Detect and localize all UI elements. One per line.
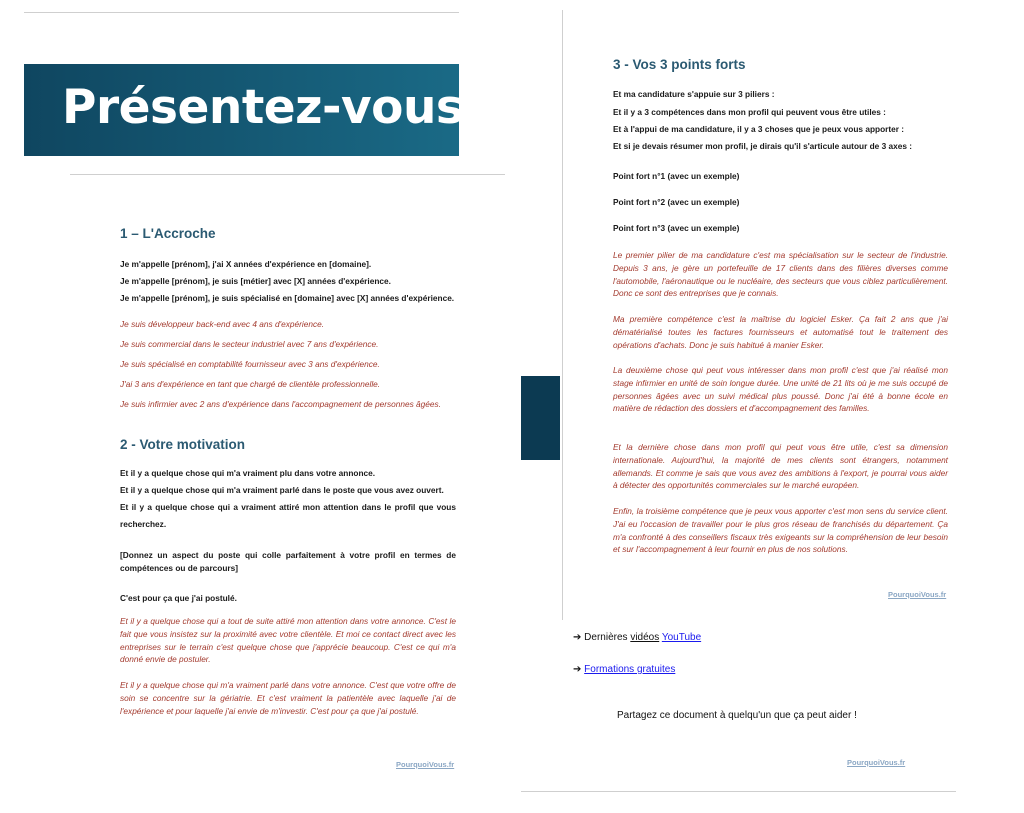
footer-link[interactable]: PourquoiVous.fr [396,760,455,769]
page1-top-rule [24,12,459,13]
section1-heading: 1 – L'Accroche [120,226,216,241]
section2-templates: Et il y a quelque chose qui m'a vraiment plu dans votre annonce. Et il y a quelque chose qui m'a vraiment parlé dans le poste que vous avez ouvert. Et il y a quelque chose qui a vraiment attiré mon attention dans le profil que vous recherchez. [120,468,456,529]
section1-template: Je m'appelle [prénom], je suis [métier] avec [X] années d'expérience. [120,276,391,286]
page-title: Présentez-vous [62,80,464,135]
arrow-right-icon: ➔ [573,664,582,675]
youtube-link[interactable]: YouTube [661,632,702,643]
strength-point: Point fort n°3 (avec un exemple) [613,223,740,233]
section3-intro-line: Et il y a 3 compétences dans mon profil qui peuvent vous être utiles : [613,107,886,117]
page2-bottom-rule [521,791,956,792]
videos-link-row [573,632,701,643]
section3-heading: 3 - Vos 3 points forts [613,57,746,72]
section1-template: Je m'appelle [prénom], je suis spécialisé en [domaine] avec [X] années d'expérience. [120,293,455,303]
section3-example: Enfin, la troisième compétence que je peux vous apporter c'est mon sens du service client. J'ai eu l'occasion de travailler pour le plus gros réseau de franchisés du département. Ça m'a confronté à des conseillers fiscaux très exigeants sur la compréhension de leur besoin et sur l'accompagnement à leur fournir en plus de nos solutions. [613,506,948,555]
strength-point: Point fort n°1 (avec un exemple) [613,171,740,181]
videos-prefix: Dernières [584,632,628,643]
page-separator [562,10,563,620]
section1-example: J'ai 3 ans d'expérience en tant que chargé de clientèle professionnelle. [120,379,381,389]
formations-link[interactable]: Formations gratuites [584,664,676,675]
videos-word: vidéos [630,632,660,643]
footer-link[interactable]: PourquoiVous.fr [847,758,906,767]
title-banner [24,64,464,156]
section3-example: Et la dernière chose dans mon profil qui peut vous être utile, c'est sa dimension internationale. Aujourd'hui, la majorité de mes clients sont étrangers, notamment allemands. Et comme je sais que vous avez des ambitions à l'export, je pourrai vous aider à détecter des opportunités commerciales sur le marché européen. [613,442,948,491]
section2-closing: C'est pour ça que j'ai postulé. [120,593,237,603]
section2-example: Et il y a quelque chose qui a tout de suite attiré mon attention dans votre annonce. C'est le fait que vous insistez sur la proximité avec votre clientèle. Et moi ce contact direct avec les entreprises sur le terrain c'est quelque chose que j'apprécie beaucoup. C'est ce qui m'a donné envie de postuler. [120,616,456,665]
section2-bracket-text: [Donnez un aspect du poste qui colle parfaitement à votre profil en termes de compétences ou de parcours] [120,550,456,573]
section1-example: Je suis commercial dans le secteur industriel avec 7 ans d'expérience. [120,339,379,349]
section3-example: Le premier pilier de ma candidature c'est ma spécialisation sur le secteur de l'industrie. Depuis 3 ans, je gère un portefeuille de 17 clients dans des filières diverses comme l'automobile, l'aéronautique ou le nucléaire, des secteurs que vous ciblez particulièrement. Donc ce sont des entreprises que je connais. [613,250,948,299]
page1-divider [70,174,505,175]
share-text: Partagez ce document à quelqu'un que ça peut aider ! [617,710,857,721]
strength-point: Point fort n°2 (avec un exemple) [613,197,740,207]
section1-example: Je suis infirmier avec 2 ans d'expérience dans l'accompagnement de personnes âgées. [120,399,441,409]
section2-example: Et il y a quelque chose qui m'a vraiment parlé dans votre annonce. C'est que votre offre de soin se concentre sur la gériatrie. Et c'est vraiment la patientèle avec laquelle j'ai de l'expérience et pour laquelle j'ai envie de m'investir. C'est pour ça que j'ai postulé. [120,680,456,716]
arrow-right-icon: ➔ [573,632,582,643]
section3-example: Ma première compétence c'est la maîtrise du logiciel Esker. Ça fait 2 ans que j'ai dématérialisé toutes les factures fournisseurs et automatisé tout le traitement des opérations d'achats. Donc je suis habitué à manier Esker. [613,314,948,350]
section3-intro-line: Et si je devais résumer mon profil, je dirais qu'il s'articule autour de 3 axes : [613,141,913,151]
section1-template: Je m'appelle [prénom], j'ai X années d'expérience en [domaine]. [120,259,372,269]
section3-intro-line: Et ma candidature s'appuie sur 3 piliers : [613,89,775,99]
formations-link-row [573,664,675,675]
page-edge-tab [521,376,560,460]
footer-link[interactable]: PourquoiVous.fr [888,590,947,599]
section1-example: Je suis développeur back-end avec 4 ans d'expérience. [120,319,325,329]
section3-intro-line: Et à l'appui de ma candidature, il y a 3 choses que je peux vous apporter : [613,124,905,134]
section2-heading: 2 - Votre motivation [120,437,246,452]
section1-example: Je suis spécialisé en comptabilité fournisseur avec 3 ans d'expérience. [120,359,380,369]
section3-example: La deuxième chose qui peut vous intéresser dans mon profil c'est que j'ai réalisé mon stage infirmier en unité de soin longue durée. Une unité de 21 lits où je me suis occupé de personnes âgées avec un suivi médical plus poussé. Donc j'ai été à bonne école en matière de rédaction des dossiers et d'accompagnement des familles. [613,365,948,414]
